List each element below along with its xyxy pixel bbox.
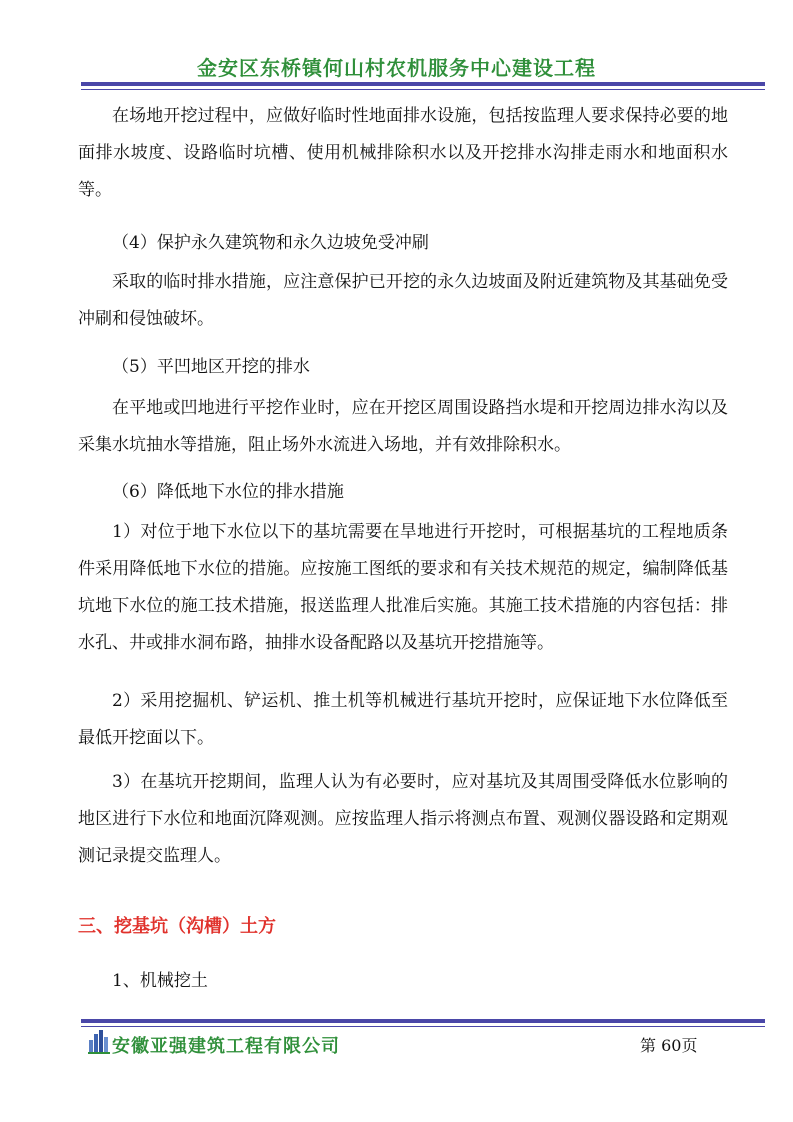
item-6-heading: （6）降低地下水位的排水措施 [112,482,344,502]
paragraph-protection: 采取的临时排水措施，应注意保护已开挖的永久边坡面及附近建筑物及其基础免受冲刷和侵蚀破坏。 [78,272,728,329]
paragraph-groundwater-3: 3）在基坑开挖期间，监理人认为有必要时，应对基坑及其周围受降低水位影响的地区进行下水位和地面沉降观测。应按监理人指示将测点布置、观测仪器设路和定期观测记录提交监理人。 [78,772,728,866]
paragraph-drainage: 在场地开挖过程中，应做好临时性地面排水设施，包括按监理人要求保持必要的地面排水坡度、设路临时坑槽、使用机械排除积水以及开挖排水沟排走雨水和地面积水等。 [78,106,728,200]
paragraph-groundwater-2: 2）采用挖掘机、铲运机、推土机等机械进行基坑开挖时，应保证地下水位降低至最低开挖面以下。 [78,691,728,748]
section-heading: 三、挖基坑（沟槽）土方 [78,916,276,937]
document-title: 金安区东桥镇何山村农机服务中心建设工程 [197,56,596,80]
item-5-heading: （5）平凹地区开挖的排水 [112,357,310,377]
item-4-heading: （4）保护永久建筑物和永久边坡免受冲刷 [112,233,429,253]
subsection-heading: 1、机械挖土 [112,971,208,991]
footer-company-name: 安徽亚强建筑工程有限公司 [112,1036,340,1057]
header-rule-thick [81,82,765,86]
paragraph-flat-area: 在平地或凹地进行平挖作业时，应在开挖区周围设路挡水堤和开挖周边排水沟以及采集水坑抽水等措施，阻止场外水流进入场地，并有效排除积水。 [78,398,728,455]
header-rule-thin [81,89,765,90]
footer-rule-thin [81,1026,765,1027]
company-logo-icon [88,1028,110,1054]
page-number: 第 60页 [640,1036,698,1055]
footer-rule-thick [81,1019,765,1023]
paragraph-groundwater-1: 1）对位于地下水位以下的基坑需要在旱地进行开挖时，可根据基坑的工程地质条件采用降低地下水位的措施。应按施工图纸的要求和有关技术规范的规定，编制降低基坑地下水位的施工技术措施，报送监理人批准后实施。其施工技术措施的内容包括：排水孔、井或排水洞布路，抽排水设备配路以及基坑开挖措施等。 [78,522,728,653]
